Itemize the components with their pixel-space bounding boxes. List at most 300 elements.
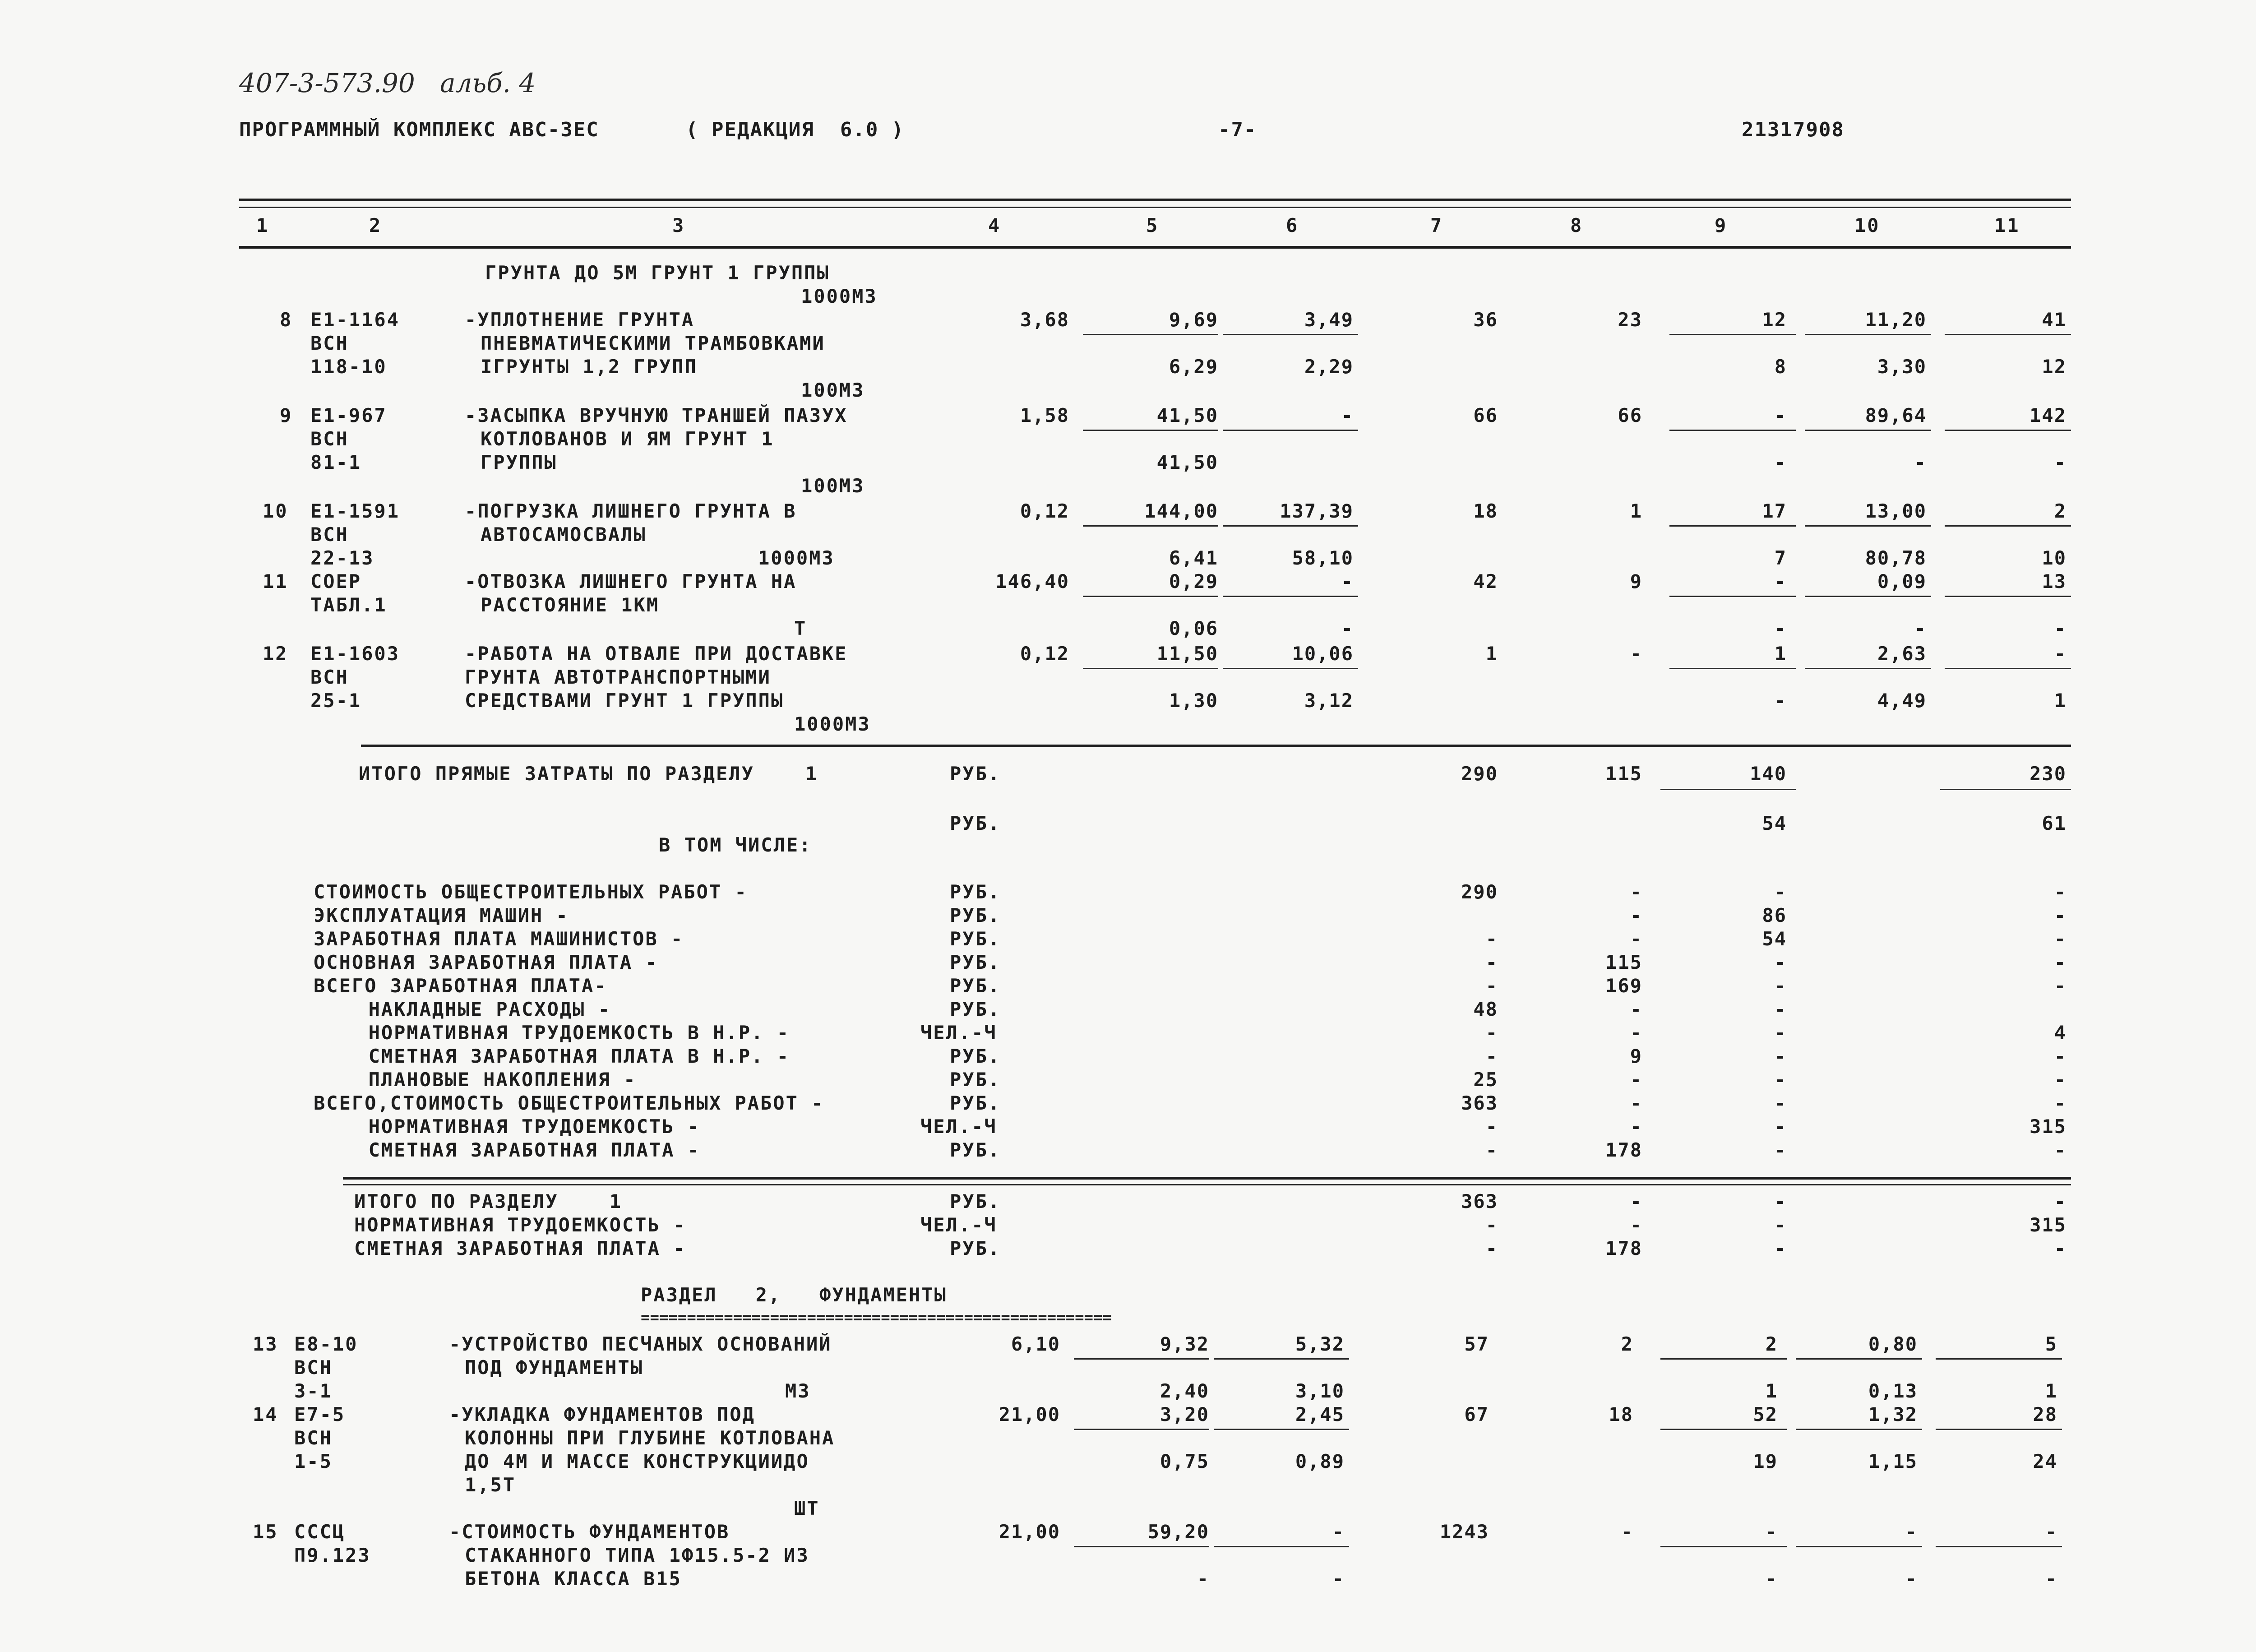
machine-wage: 0,89 bbox=[1295, 1450, 1345, 1472]
machine-wage: - bbox=[1332, 1568, 1345, 1590]
breakdown-c9: - bbox=[1774, 975, 1787, 997]
breakdown-label: ВСЕГО ЗАРАБОТНАЯ ПЛАТА- bbox=[314, 975, 607, 997]
unit-of-measure: 100М3 bbox=[801, 379, 865, 401]
table-top-rule-2 bbox=[239, 207, 2071, 208]
labor-total: 5 bbox=[2045, 1333, 2057, 1355]
quantity: 6,10 bbox=[1011, 1333, 1060, 1355]
carry-over-unit: 1000М3 bbox=[801, 285, 878, 307]
unit-of-measure: М3 bbox=[785, 1380, 811, 1402]
labor-unit-2: 3,30 bbox=[1877, 356, 1927, 378]
underline bbox=[1083, 596, 1218, 597]
work-description: АВТОСАМОСВАЛЫ bbox=[481, 523, 647, 546]
breakdown-c9: - bbox=[1774, 951, 1787, 973]
section-total-rule bbox=[361, 745, 2071, 747]
breakdown-c9: - bbox=[1774, 1115, 1787, 1138]
underline bbox=[1223, 430, 1358, 431]
labor-total-2: - bbox=[2054, 451, 2066, 473]
work-description: -УКЛАДКА ФУНДАМЕНТОВ ПОД bbox=[449, 1403, 755, 1425]
handwritten-reference: 407-3-573.90 альб. 4 bbox=[239, 68, 536, 98]
quantity: 21,00 bbox=[999, 1403, 1060, 1425]
breakdown-c11: - bbox=[2054, 904, 2066, 926]
section-2-rule: =================================================== bbox=[641, 1309, 1112, 1327]
norm-code: 1-5 bbox=[294, 1450, 333, 1472]
column-header: 1 bbox=[256, 214, 269, 236]
total-machine: - bbox=[1774, 404, 1787, 426]
underline bbox=[1214, 1429, 1349, 1430]
labor-unit-2: - bbox=[1914, 617, 1927, 639]
breakdown-c8: - bbox=[1630, 1022, 1642, 1044]
breakdown-c11: - bbox=[2054, 975, 2066, 997]
labor-total: 28 bbox=[2033, 1403, 2057, 1425]
total-machine: 140 bbox=[1750, 763, 1787, 785]
total-wage: 115 bbox=[1605, 763, 1642, 785]
unit-wage: - bbox=[1197, 1568, 1209, 1590]
breakdown-c11: - bbox=[2054, 1139, 2066, 1161]
breakdown-c11: - bbox=[2054, 1092, 2066, 1114]
section-total-c11: 315 bbox=[2029, 1214, 2066, 1236]
section-end-rule-2 bbox=[343, 1184, 2071, 1185]
column-header: 5 bbox=[1146, 214, 1159, 236]
total-machine-wage: 7 bbox=[1774, 547, 1787, 569]
section-total-c9: - bbox=[1774, 1190, 1787, 1212]
machine-cost: 137,39 bbox=[1280, 500, 1354, 522]
total-machine: 17 bbox=[1762, 500, 1787, 522]
labor-total: 13 bbox=[2042, 570, 2066, 592]
underline bbox=[1660, 1429, 1787, 1430]
breakdown-unit: РУБ. bbox=[950, 951, 1001, 973]
breakdown-c9: - bbox=[1774, 1045, 1787, 1067]
norm-code: ВСН bbox=[310, 666, 349, 688]
breakdown-unit: РУБ. bbox=[950, 1139, 1001, 1161]
norm-code: Е7-5 bbox=[294, 1403, 346, 1425]
labor-unit-2: 1,15 bbox=[1868, 1450, 1918, 1472]
total-machine-wage: 8 bbox=[1774, 356, 1787, 378]
underline bbox=[1945, 334, 2071, 335]
section-total-label: СМЕТНАЯ ЗАРАБОТНАЯ ПЛАТА - bbox=[354, 1237, 686, 1259]
underline bbox=[1945, 430, 2071, 431]
breakdown-c7: - bbox=[1485, 951, 1498, 973]
total-cost: 1 bbox=[1485, 643, 1498, 665]
machine-wage: 3,12 bbox=[1304, 689, 1354, 712]
section-2-title: РАЗДЕЛ 2, ФУНДАМЕНТЫ bbox=[641, 1284, 947, 1306]
norm-code: Е1-1164 bbox=[310, 309, 400, 331]
breakdown-unit: РУБ. bbox=[950, 904, 1001, 926]
total-machine-wage: - bbox=[1774, 617, 1787, 639]
work-description: ГРУНТА АВТОТРАНСПОРТНЫМИ bbox=[465, 666, 771, 688]
total-wage: 23 bbox=[1618, 309, 1642, 331]
norm-code: СССЦ bbox=[294, 1521, 346, 1543]
norm-code: СОЕР bbox=[310, 570, 362, 592]
breakdown-c7: - bbox=[1485, 928, 1498, 950]
breakdown-c9: - bbox=[1774, 1092, 1787, 1114]
column-header: 3 bbox=[672, 214, 685, 236]
work-description: -ОТВОЗКА ЛИШНЕГО ГРУНТА НА bbox=[465, 570, 797, 592]
total-cost: 290 bbox=[1461, 763, 1498, 785]
total-machine-wage: 1 bbox=[1765, 1380, 1778, 1402]
breakdown-c7: 363 bbox=[1461, 1092, 1498, 1114]
underline bbox=[1223, 596, 1358, 597]
machine-cost: 2,45 bbox=[1295, 1403, 1345, 1425]
section-total-c7: - bbox=[1485, 1214, 1498, 1236]
norm-code: 25-1 bbox=[310, 689, 362, 712]
underline bbox=[1936, 1358, 2062, 1360]
work-description: ПНЕВМАТИЧЕСКИМИ ТРАМБОВКАМИ bbox=[481, 332, 825, 354]
underline bbox=[1669, 525, 1796, 527]
underline bbox=[1074, 1546, 1209, 1547]
norm-code: ВСН bbox=[310, 523, 349, 546]
underline bbox=[1669, 596, 1796, 597]
breakdown-c11: 4 bbox=[2054, 1022, 2066, 1044]
breakdown-c9: - bbox=[1774, 881, 1787, 903]
work-description: ДО 4М И МАССЕ КОНСТРУКЦИИДО bbox=[465, 1450, 809, 1472]
breakdown-unit: РУБ. bbox=[950, 881, 1001, 903]
row-number: 14 bbox=[253, 1403, 278, 1425]
labor-unit-2: 80,78 bbox=[1865, 547, 1927, 569]
breakdown-c7: 290 bbox=[1461, 881, 1498, 903]
underline bbox=[1214, 1546, 1349, 1547]
breakdown-c11: 315 bbox=[2029, 1115, 2066, 1138]
underline bbox=[1660, 1358, 1787, 1360]
labor-total-2: 1 bbox=[2045, 1380, 2057, 1402]
labor-total-2: 12 bbox=[2042, 356, 2066, 378]
breakdown-label: НАКЛАДНЫЕ РАСХОДЫ - bbox=[343, 998, 611, 1020]
section-total-c8: 178 bbox=[1605, 1237, 1642, 1259]
row-number: 9 bbox=[280, 404, 293, 426]
underline bbox=[1223, 334, 1358, 335]
breakdown-c7: 25 bbox=[1473, 1069, 1498, 1091]
work-description: -УПЛОТНЕНИЕ ГРУНТА bbox=[465, 309, 695, 331]
underline bbox=[1945, 525, 2071, 527]
breakdown-c8: 9 bbox=[1630, 1045, 1642, 1067]
unit-wage: 0,75 bbox=[1160, 1450, 1209, 1472]
total-machine-wage: - bbox=[1774, 689, 1787, 712]
labor-unit: 0,09 bbox=[1877, 570, 1927, 592]
norm-code: 22-13 bbox=[310, 547, 374, 569]
machine-wage: 2,29 bbox=[1304, 356, 1354, 378]
breakdown-c11: - bbox=[2054, 951, 2066, 973]
underline bbox=[1083, 430, 1218, 431]
labor-total: 2 bbox=[2054, 500, 2066, 522]
labor-total: 230 bbox=[2029, 763, 2066, 785]
currency-unit: РУБ. bbox=[950, 812, 1001, 834]
work-description: СТАКАННОГО ТИПА 1Ф15.5-2 ИЗ bbox=[465, 1544, 809, 1566]
machine-cost: 10,06 bbox=[1292, 643, 1354, 665]
breakdown-unit: РУБ. bbox=[950, 975, 1001, 997]
machine-cost: 5,32 bbox=[1295, 1333, 1345, 1355]
underline bbox=[1796, 1429, 1922, 1430]
total-cost: 1243 bbox=[1439, 1521, 1489, 1543]
unit-wage: 6,29 bbox=[1169, 356, 1218, 378]
labor-unit: - bbox=[1905, 1521, 1918, 1543]
underline bbox=[1796, 1358, 1922, 1360]
breakdown-c9: - bbox=[1774, 1139, 1787, 1161]
breakdown-c11: - bbox=[2054, 928, 2066, 950]
work-description: КОТЛОВАНОВ И ЯМ ГРУНТ 1 bbox=[481, 428, 774, 450]
norm-code: ТАБЛ.1 bbox=[310, 594, 387, 616]
unit-of-measure: ШТ bbox=[794, 1497, 820, 1519]
breakdown-unit: РУБ. bbox=[950, 1069, 1001, 1091]
work-description: РАСCТОЯНИЕ 1КМ bbox=[481, 594, 660, 616]
work-description: БЕТОНА КЛАССА В15 bbox=[465, 1568, 682, 1590]
unit-cost: 9,69 bbox=[1169, 309, 1218, 331]
underline bbox=[1945, 596, 2071, 597]
machine-wage: 3,10 bbox=[1295, 1380, 1345, 1402]
column-header: 10 bbox=[1854, 214, 1880, 236]
labor-unit-2: 4,49 bbox=[1877, 689, 1927, 712]
underline bbox=[1223, 525, 1358, 527]
breakdown-label: ЗАРАБОТНАЯ ПЛАТА МАШИНИСТОВ - bbox=[314, 928, 684, 950]
labor-total-2: 24 bbox=[2033, 1450, 2057, 1472]
quantity: 146,40 bbox=[995, 570, 1069, 592]
total-machine: 12 bbox=[1762, 309, 1787, 331]
breakdown-c9: - bbox=[1774, 1069, 1787, 1091]
unit-cost: 144,00 bbox=[1144, 500, 1218, 522]
breakdown-c7: - bbox=[1485, 1115, 1498, 1138]
work-description: -УСТРОЙСТВО ПЕСЧАНЫХ ОСНОВАНИЙ bbox=[449, 1333, 832, 1355]
underline bbox=[1945, 668, 2071, 669]
total-wage: 9 bbox=[1630, 570, 1642, 592]
section-total-unit: РУБ. bbox=[950, 1237, 1001, 1259]
column-header: 8 bbox=[1570, 214, 1583, 236]
quantity: 21,00 bbox=[999, 1521, 1060, 1543]
breakdown-label: ПЛАНОВЫЕ НАКОПЛЕНИЯ - bbox=[343, 1069, 637, 1091]
norm-code: ВСН bbox=[310, 332, 349, 354]
including-title: В ТОМ ЧИСЛЕ: bbox=[659, 834, 812, 856]
labor-unit: 1,32 bbox=[1868, 1403, 1918, 1425]
column-header: 6 bbox=[1286, 214, 1299, 236]
column-header: 7 bbox=[1430, 214, 1443, 236]
norm-code: ВСН bbox=[310, 428, 349, 450]
breakdown-c7: - bbox=[1485, 975, 1498, 997]
currency-unit: РУБ. bbox=[950, 763, 1001, 785]
total-cost: 36 bbox=[1473, 309, 1498, 331]
work-description: КОЛОННЫ ПРИ ГЛУБИНЕ КОТЛОВАНА bbox=[465, 1427, 835, 1449]
norm-code: ВСН bbox=[294, 1356, 333, 1379]
section-total-unit: РУБ. bbox=[950, 1190, 1001, 1212]
breakdown-label: НОРМАТИВНАЯ ТРУДОЕМКОСТЬ В Н.Р. - bbox=[343, 1022, 790, 1044]
labor-unit: 13,00 bbox=[1865, 500, 1927, 522]
machine-cost: - bbox=[1332, 1521, 1345, 1543]
underline bbox=[1805, 596, 1931, 597]
labor-unit: 0,80 bbox=[1868, 1333, 1918, 1355]
total-machine-wage: 54 bbox=[1762, 812, 1787, 834]
column-header: 2 bbox=[369, 214, 382, 236]
work-description: -ПОГРУЗКА ЛИШНЕГО ГРУНТА В bbox=[465, 500, 797, 522]
unit-cost: 59,20 bbox=[1147, 1521, 1209, 1543]
total-machine-wage: 19 bbox=[1753, 1450, 1778, 1472]
unit-wage: 0,06 bbox=[1169, 617, 1218, 639]
breakdown-c9: - bbox=[1774, 1022, 1787, 1044]
breakdown-label: СМЕТНАЯ ЗАРАБОТНАЯ ПЛАТА - bbox=[343, 1139, 701, 1161]
underline bbox=[1223, 668, 1358, 669]
work-description: ГРУППЫ bbox=[481, 451, 557, 473]
column-header: 4 bbox=[988, 214, 1001, 236]
unit-of-measure: Т bbox=[794, 617, 807, 639]
labor-total: 142 bbox=[2029, 404, 2066, 426]
work-description: IГРУНТЫ 1,2 ГРУПП bbox=[481, 356, 698, 378]
page-number: -7- bbox=[1218, 118, 1257, 141]
underline bbox=[1669, 430, 1796, 431]
table-top-rule bbox=[239, 199, 2071, 201]
section-total-c7: 363 bbox=[1461, 1190, 1498, 1212]
norm-code: Е1-1591 bbox=[310, 500, 400, 522]
underline bbox=[1940, 789, 2071, 790]
section-total-c8: - bbox=[1630, 1214, 1642, 1236]
underline bbox=[1796, 1546, 1922, 1547]
underline bbox=[1074, 1358, 1209, 1360]
unit-cost: 9,32 bbox=[1160, 1333, 1209, 1355]
underline bbox=[1074, 1429, 1209, 1430]
breakdown-c11: - bbox=[2054, 1045, 2066, 1067]
machine-cost: - bbox=[1341, 570, 1354, 592]
labor-total-2: 1 bbox=[2054, 689, 2066, 712]
header-bottom-rule bbox=[239, 246, 2071, 249]
quantity: 0,12 bbox=[1020, 500, 1069, 522]
breakdown-c8: 115 bbox=[1605, 951, 1642, 973]
total-machine-wage: - bbox=[1765, 1568, 1778, 1590]
document-code: 21317908 bbox=[1742, 118, 1845, 141]
total-direct-label: ИТОГО ПРЯМЫЕ ЗАТРАТЫ ПО РАЗДЕЛУ 1 bbox=[359, 763, 818, 785]
norm-code: Е1-1603 bbox=[310, 643, 400, 665]
section-total-c11: - bbox=[2054, 1237, 2066, 1259]
quantity: 3,68 bbox=[1020, 309, 1069, 331]
unit-of-measure: 100М3 bbox=[801, 475, 865, 497]
underline bbox=[1936, 1546, 2062, 1547]
breakdown-c8: - bbox=[1630, 904, 1642, 926]
breakdown-c8: - bbox=[1630, 998, 1642, 1020]
norm-code: 81-1 bbox=[310, 451, 362, 473]
breakdown-c7: - bbox=[1485, 1139, 1498, 1161]
total-machine: - bbox=[1765, 1521, 1778, 1543]
labor-total-2: - bbox=[2054, 617, 2066, 639]
total-machine: - bbox=[1774, 570, 1787, 592]
breakdown-c9: 86 bbox=[1762, 904, 1787, 926]
work-description: 1,5Т bbox=[465, 1474, 516, 1496]
total-wage: 18 bbox=[1609, 1403, 1633, 1425]
breakdown-unit: РУБ. bbox=[950, 928, 1001, 950]
quantity: 1,58 bbox=[1020, 404, 1069, 426]
total-machine-wage: - bbox=[1774, 451, 1787, 473]
work-description: СРЕДСТВАМИ ГРУНТ 1 ГРУППЫ bbox=[465, 689, 784, 712]
row-number: 10 bbox=[263, 500, 288, 522]
machine-wage: 58,10 bbox=[1292, 547, 1354, 569]
work-description: -ЗАСЫПКА ВРУЧНУЮ ТРАНШЕЙ ПАЗУХ bbox=[465, 404, 848, 426]
section-total-c11: - bbox=[2054, 1190, 2066, 1212]
labor-unit-2: - bbox=[1905, 1568, 1918, 1590]
work-description: -РАБОТА НА ОТВАЛЕ ПРИ ДОСТАВКЕ bbox=[465, 643, 848, 665]
breakdown-c9: - bbox=[1774, 998, 1787, 1020]
breakdown-unit: РУБ. bbox=[950, 1092, 1001, 1114]
work-description: ПОД ФУНДАМЕНТЫ bbox=[465, 1356, 644, 1379]
underline bbox=[1805, 668, 1931, 669]
labor-total-2: 61 bbox=[2042, 812, 2066, 834]
total-cost: 67 bbox=[1464, 1403, 1489, 1425]
breakdown-c8: - bbox=[1630, 1115, 1642, 1138]
breakdown-label: СТОИМОСТЬ ОБЩЕСТРОИТЕЛЬНЫХ РАБОТ - bbox=[314, 881, 748, 903]
unit-of-measure: 1000М3 bbox=[758, 547, 835, 569]
breakdown-c7: 48 bbox=[1473, 998, 1498, 1020]
underline bbox=[1805, 430, 1931, 431]
total-cost: 66 bbox=[1473, 404, 1498, 426]
program-name: ПРОГРАММНЫЙ КОМПЛЕКС АВС-3ЕС bbox=[239, 118, 599, 141]
labor-total-2: 10 bbox=[2042, 547, 2066, 569]
total-wage: - bbox=[1630, 643, 1642, 665]
labor-unit: 2,63 bbox=[1877, 643, 1927, 665]
breakdown-label: ЭКСПЛУАТАЦИЯ МАШИН - bbox=[314, 904, 569, 926]
work-description: -СТОИМОСТЬ ФУНДАМЕНТОВ bbox=[449, 1521, 730, 1543]
section-total-unit: ЧЕЛ.-Ч bbox=[920, 1214, 997, 1236]
section-total-c9: - bbox=[1774, 1214, 1787, 1236]
labor-unit-2: - bbox=[1914, 451, 1927, 473]
total-wage: 1 bbox=[1630, 500, 1642, 522]
unit-cost: 3,20 bbox=[1160, 1403, 1209, 1425]
labor-total: - bbox=[2054, 643, 2066, 665]
underline bbox=[1669, 668, 1796, 669]
underline bbox=[1669, 334, 1796, 335]
total-machine: 1 bbox=[1774, 643, 1787, 665]
labor-unit: 89,64 bbox=[1865, 404, 1927, 426]
total-cost: 18 bbox=[1473, 500, 1498, 522]
total-wage: - bbox=[1621, 1521, 1633, 1543]
labor-unit-2: 0,13 bbox=[1868, 1380, 1918, 1402]
labor-unit: 11,20 bbox=[1865, 309, 1927, 331]
norm-code: 3-1 bbox=[294, 1380, 333, 1402]
machine-wage: - bbox=[1341, 617, 1354, 639]
breakdown-c8: 169 bbox=[1605, 975, 1642, 997]
total-wage: 2 bbox=[1621, 1333, 1633, 1355]
row-number: 13 bbox=[253, 1333, 278, 1355]
underline bbox=[1214, 1358, 1349, 1360]
labor-total-2: - bbox=[2045, 1568, 2057, 1590]
machine-cost: - bbox=[1341, 404, 1354, 426]
breakdown-c11: - bbox=[2054, 1069, 2066, 1091]
breakdown-c8: 178 bbox=[1605, 1139, 1642, 1161]
labor-total: - bbox=[2045, 1521, 2057, 1543]
breakdown-unit: РУБ. bbox=[950, 998, 1001, 1020]
breakdown-c8: - bbox=[1630, 881, 1642, 903]
breakdown-unit: ЧЕЛ.-Ч bbox=[920, 1022, 997, 1044]
column-header: 9 bbox=[1715, 214, 1728, 236]
section-total-label: НОРМАТИВНАЯ ТРУДОЕМКОСТЬ - bbox=[354, 1214, 686, 1236]
underline bbox=[1936, 1429, 2062, 1430]
unit-cost: 41,50 bbox=[1156, 404, 1218, 426]
unit-wage: 1,30 bbox=[1169, 689, 1218, 712]
total-cost: 42 bbox=[1473, 570, 1498, 592]
breakdown-label: ВСЕГО,СТОИМОСТЬ ОБЩЕСТРОИТЕЛЬНЫХ РАБОТ - bbox=[314, 1092, 824, 1114]
column-header: 11 bbox=[1994, 214, 2020, 236]
machine-cost: 3,49 bbox=[1304, 309, 1354, 331]
underline bbox=[1083, 668, 1218, 669]
norm-code: Е8-10 bbox=[294, 1333, 358, 1355]
section-end-rule bbox=[343, 1177, 2071, 1180]
breakdown-unit: ЧЕЛ.-Ч bbox=[920, 1115, 997, 1138]
underline bbox=[1805, 525, 1931, 527]
breakdown-c8: - bbox=[1630, 928, 1642, 950]
breakdown-c8: - bbox=[1630, 1092, 1642, 1114]
underline bbox=[1805, 334, 1931, 335]
quantity: 0,12 bbox=[1020, 643, 1069, 665]
breakdown-c11: - bbox=[2054, 881, 2066, 903]
row-number: 15 bbox=[253, 1521, 278, 1543]
norm-code: ВСН bbox=[294, 1427, 333, 1449]
labor-total: 41 bbox=[2042, 309, 2066, 331]
total-machine: 2 bbox=[1765, 1333, 1778, 1355]
row-number: 8 bbox=[280, 309, 293, 331]
unit-wage: 2,40 bbox=[1160, 1380, 1209, 1402]
underline bbox=[1083, 525, 1218, 527]
total-cost: 57 bbox=[1464, 1333, 1489, 1355]
breakdown-c8: - bbox=[1630, 1069, 1642, 1091]
